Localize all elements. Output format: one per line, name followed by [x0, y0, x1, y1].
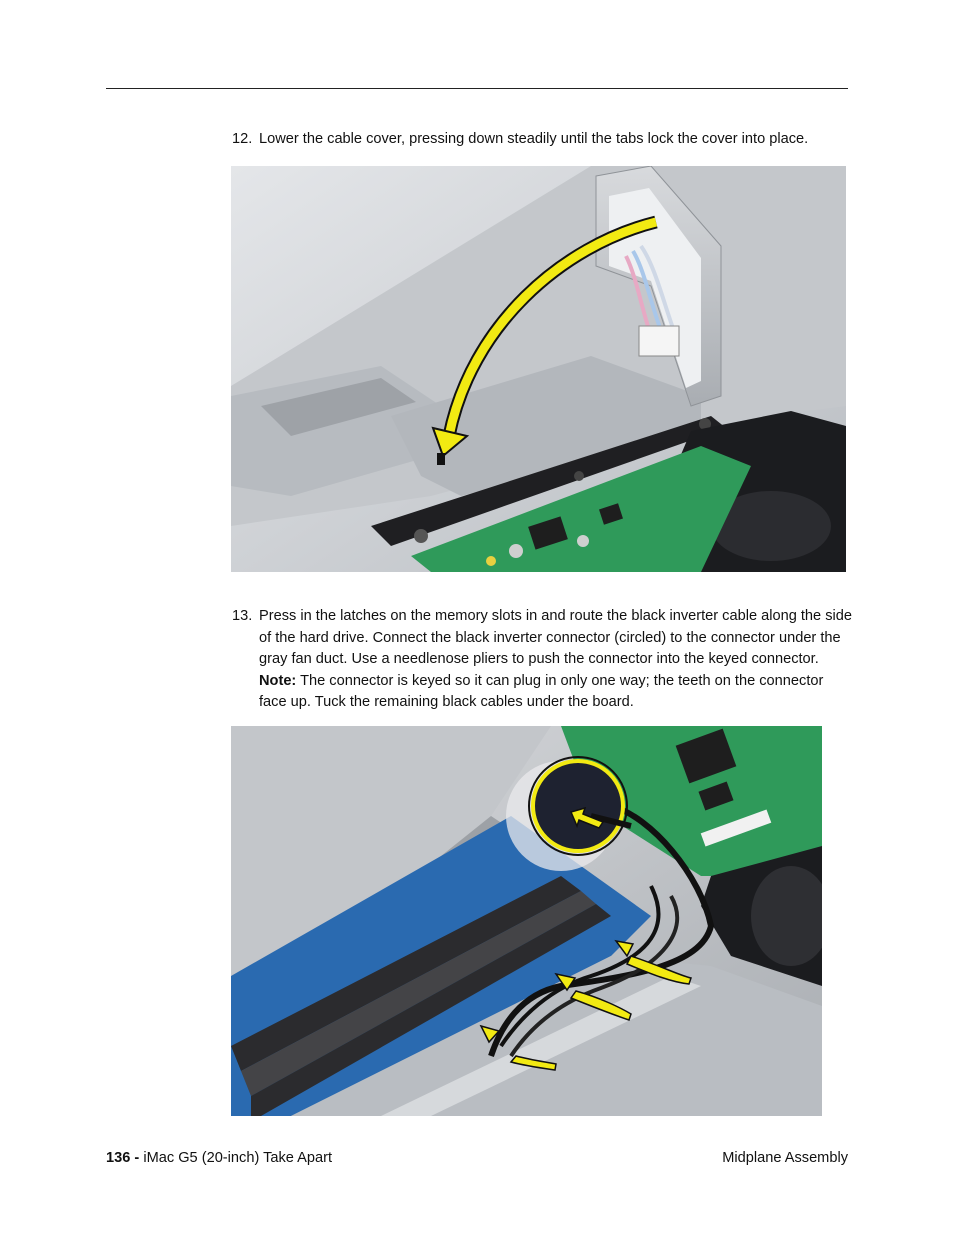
step-12: [232, 129, 852, 151]
step-13: [232, 606, 852, 714]
connector-circle-highlight: [533, 761, 623, 851]
step-text-part-2: The connector is keyed so it can plug in only one way; the teeth on the connector face up. Tuck the remaining black cables under the board.: [259, 672, 824, 710]
cable-cover-photo: [231, 166, 846, 572]
cable-cover-illustration: [231, 166, 846, 572]
footer-section-title: Midplane Assembly: [722, 1150, 848, 1166]
step-number: 13.: [232, 608, 253, 624]
footer-left: [106, 1150, 332, 1166]
step-number: 12.: [232, 131, 253, 147]
inverter-cable-photo: [231, 726, 822, 1116]
inverter-cable-illustration: [231, 726, 822, 1116]
step-text: [259, 606, 852, 714]
book-title: iMac G5 (20-inch) Take Apart: [143, 1150, 333, 1166]
step-text-part-1: Press in the latches on the memory slots in and route the black inverter cable along the side of the hard drive. Connect the black inverter connector (circled) to the connector under the gray fan duct. Use a needlenose pliers to push the connector into the keyed connector.: [259, 608, 852, 667]
page-number: 136 -: [106, 1150, 140, 1166]
note-label: Note:: [259, 672, 297, 689]
header-rule: [106, 88, 848, 89]
step-text: Lower the cable cover, pressing down steadily until the tabs lock the cover into place.: [259, 131, 809, 147]
